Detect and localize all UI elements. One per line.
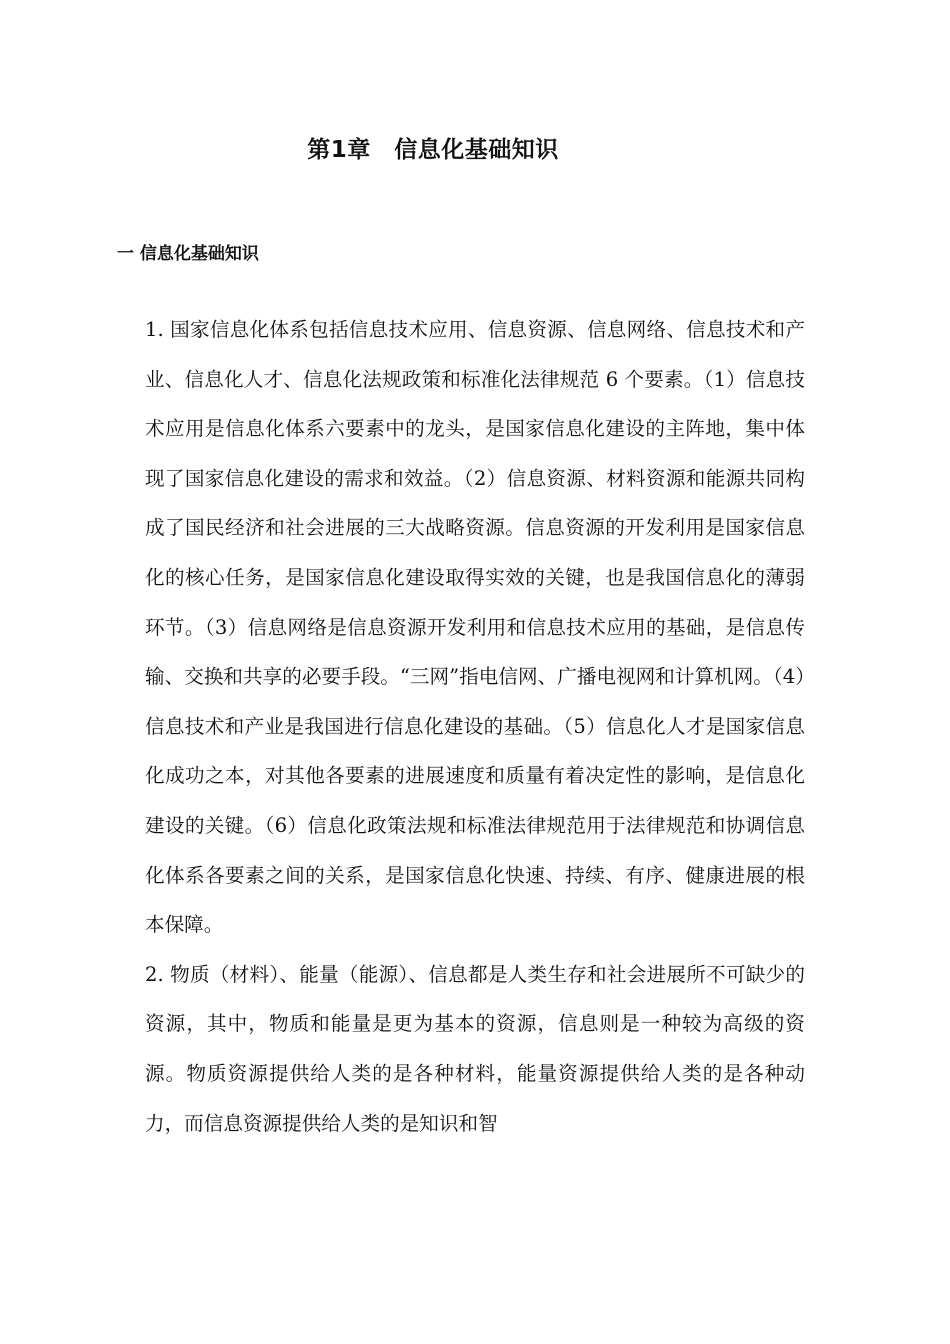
paragraph-2: 2. 物质（材料）、能量（能源）、信息都是人类生存和社会进展所不可缺少的资源，其中，物质和能量是更为基本的资源，信息则是一种较为高级的资源。物质资源提供给人类的是各种材料，能量资源提供给人类的是各种动力，而信息资源提供给人类的是知识和智 [145,962,805,1135]
section-heading: 一 信息化基础知识 [117,244,259,264]
chapter-title: 第1章 信息化基础知识 [307,137,559,163]
body-text [145,305,805,1148]
paragraph-1: 1. 国家信息化体系包括信息技术应用、信息资源、信息网络、信息技术和产业、信息化人才、信息化法规政策和标准化法律规范 6 个要素。（1）信息技术应用是信息化体系六要素中的龙头，是国家信息化建设的主阵地，集中体现了国家信息化建设的需求和效益。（2）信息资源、材料资源和能源共同构成了国民经济和社会进展的三大战略资源。信息资源的开发利用是国家信息化的核心任务，是国家信息化建设取得实效的关键，也是我国信息化的薄弱环节。（3）信息网络是信息资源开发利用和信息技术应用的基础，是信息传输、交换和共享的必要手段。“三网”指电信网、广播电视网和计算机网。（4）信息技术和产业是我国进行信息化建设的基础。（5）信息化人才是国家信息化成功之本，对其他各要素的进展速度和质量有着决定性的影响，是信息化建设的关键。（6）信息化政策法规和标准法律规范用于法律规范和协调信息化体系各要素之间的关系，是国家信息化快速、持续、有序、健康进展的根本保障。 [145,318,805,937]
